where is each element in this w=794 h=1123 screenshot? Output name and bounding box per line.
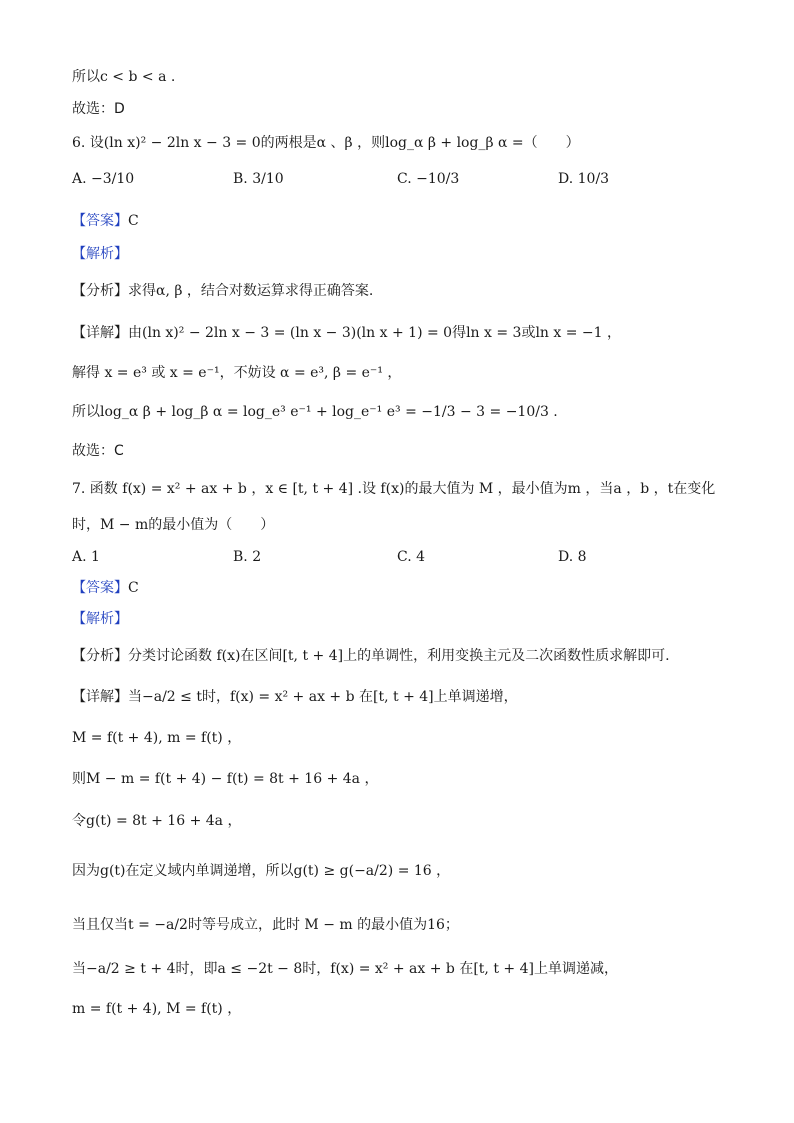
q6-option-c bbox=[397, 168, 459, 190]
q6-option-d bbox=[558, 168, 609, 190]
q6-option-a-letter: A. bbox=[72, 171, 87, 187]
q6-fenxi-text: 求得α, β ，结合对数运算求得正确答案. bbox=[128, 283, 374, 299]
q6-option-b bbox=[233, 168, 284, 190]
q6-detail-text: 由(ln x)² − 2ln x − 3 = (ln x − 3)(ln x + 1) = 0得ln x = 3或ln x = −1 ， bbox=[128, 325, 622, 341]
text-line-conclusion: 所以c < b < a . bbox=[72, 69, 176, 85]
q6-option-a bbox=[72, 168, 134, 190]
q7-detail bbox=[72, 686, 518, 708]
q7-option-c: C. 4 bbox=[397, 549, 426, 565]
q6-option-d-letter: D. bbox=[558, 171, 574, 187]
q6-detail-line-3: 所以log_α β + log_β α = log_e³ e⁻¹ + log_e⁻¹ e³ = −1/3 − 3 = −10/3 . bbox=[72, 404, 558, 420]
q6-option-a-value: −3/10 bbox=[91, 171, 135, 187]
fenxi-label: 【分析】 bbox=[72, 648, 128, 664]
q7-detail-line-7: 当−a/2 ≥ t + 4时，即a ≤ −2t − 8时，f(x) = x² + ax + b 在[t, t + 4]上单调递减， bbox=[72, 961, 618, 977]
q7-detail-text: 当−a/2 ≤ t时，f(x) = x² + ax + b 在[t, t + 4]上单调递增， bbox=[128, 689, 518, 705]
q6-option-d-value: 10/3 bbox=[577, 171, 610, 187]
q7-fenxi bbox=[72, 645, 670, 667]
q7-option-b: B. 2 bbox=[233, 549, 262, 565]
answer-label: 【答案】 bbox=[72, 213, 128, 229]
q7-analysis-heading: 【解析】 bbox=[72, 611, 128, 627]
q6-option-b-letter: B. bbox=[233, 171, 248, 187]
q7-detail-line-6: 当且仅当t = −a/2时等号成立，此时 M − m 的最小值为16； bbox=[72, 917, 459, 933]
q7-detail-line-4: 令g(t) = 8t + 16 + 4a ， bbox=[72, 813, 242, 829]
answer-label: 【答案】 bbox=[72, 580, 128, 596]
q7-option-d: D. 8 bbox=[558, 549, 587, 565]
q6-answer bbox=[72, 210, 139, 232]
detail-label: 【详解】 bbox=[72, 325, 128, 341]
q6-option-b-value: 3/10 bbox=[252, 171, 284, 187]
q7-answer-value: C bbox=[128, 580, 139, 596]
q6-detail bbox=[72, 322, 621, 344]
fenxi-label: 【分析】 bbox=[72, 283, 128, 299]
q7-option-a: A. 1 bbox=[72, 549, 100, 565]
question-7-stem-line-2: 时，M − m的最小值为（ ） bbox=[72, 517, 275, 533]
q6-fenxi bbox=[72, 280, 373, 302]
q7-detail-line-3: 则M − m = f(t + 4) − f(t) = 8t + 16 + 4a ， bbox=[72, 771, 379, 787]
question-7-stem-line-1: 7. 函数 f(x) = x² + ax + b ，x ∈ [t, t + 4] .设 f(x)的最大值为 M ，最小值为m ，当a ，b ，t在变化 bbox=[72, 481, 716, 497]
q7-fenxi-text: 分类讨论函数 f(x)在区间[t, t + 4]上的单调性，利用变换主元及二次函数性质求解即可. bbox=[128, 648, 670, 664]
detail-label: 【详解】 bbox=[72, 689, 128, 705]
q6-option-c-letter: C. bbox=[397, 171, 412, 187]
q6-analysis-heading: 【解析】 bbox=[72, 246, 128, 262]
text-line-choice-d: 故选：D bbox=[72, 101, 125, 117]
q6-answer-value: C bbox=[128, 213, 139, 229]
q6-choice: 故选：C bbox=[72, 443, 124, 459]
q7-detail-line-2: M = f(t + 4), m = f(t) ， bbox=[72, 730, 242, 746]
q6-detail-line-2: 解得 x = e³ 或 x = e⁻¹，不妨设 α = e³, β = e⁻¹ ， bbox=[72, 365, 402, 381]
q7-detail-line-5: 因为g(t)在定义域内单调递增，所以g(t) ≥ g(−a/2) = 16 ， bbox=[72, 863, 451, 879]
q7-answer bbox=[72, 577, 139, 599]
question-6-stem: 6. 设(ln x)² − 2ln x − 3 = 0的两根是α 、β ，则log_α β + log_β α =（ ） bbox=[72, 135, 580, 151]
q7-detail-line-8: m = f(t + 4), M = f(t) ， bbox=[72, 1001, 242, 1017]
q6-option-c-value: −10/3 bbox=[416, 171, 460, 187]
